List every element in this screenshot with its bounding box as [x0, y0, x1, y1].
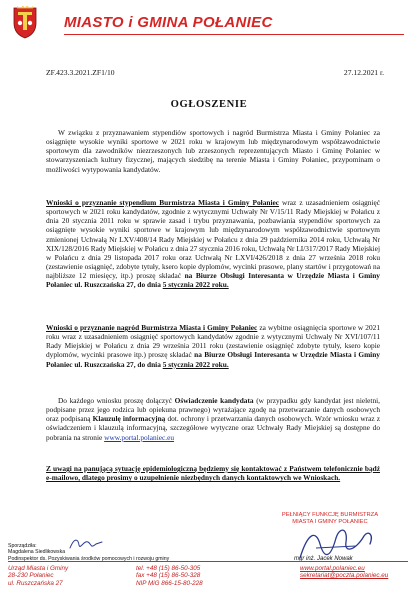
- stipend-submission-place: na Biurze Obsługi Interesanta w Urzędzie Miasta i Gminy Połaniec ul. Ruszczańska 27, do dnia: [46, 271, 380, 290]
- intro-paragraph: W związku z przyznawaniem stypendiów sportowych i nagród Burmistrza Miasta i Gminy Połaniec za osiągnięte wysokie wyniki sportowe w 2021 roku w krajowym lub międzynarodowym współzawodnictwie sportowym dla zawodników niezrzeszonych lub zrzeszonych reprezentujących Miasto i Gminę Połaniec w stowarzyszeniach kultury fizycznej, mających siedzibę na terenie Miasta i Gminy Połaniec, przypominam o możliwości wytypowania kandydatów.: [46, 128, 380, 174]
- prepared-by-role: Podinspektor ds. Pozyskiwania środków pomocowych i rozwoju gminy: [8, 555, 170, 562]
- portal-link[interactable]: www.portal.polaniec.eu: [104, 432, 175, 442]
- signature-title-line1: PEŁNIĄCY FUNKCJĘ BURMISTRZA: [281, 512, 379, 518]
- footer-web: [300, 565, 388, 580]
- attachments-lead: Do każdego wniosku proszę dołączyć: [58, 396, 173, 405]
- prepared-by: [8, 543, 169, 562]
- letterhead: [0, 0, 418, 52]
- award-submission-place: na Biurze Obsługi Interesanta w Urzędzie Miasta i Gminy Połaniec ul. Ruszczańska 27, do dnia: [46, 350, 380, 369]
- document-title: OGŁOSZENIE: [170, 99, 248, 110]
- attachments-mid: (w przypadku gdy kandydat jest nieletni, podpisane przez jego rodzica lub opiekuna prawnego) wyrażające zgodę na przetwarzanie danych osobowych oraz podpisaną: [46, 396, 381, 424]
- document-date: 27.12.2021 r.: [343, 68, 384, 77]
- footer-rule: [8, 561, 408, 562]
- award-heading: Wnioski o przyznanie nagród Burmistrza Miasta i Gminy Połaniec: [46, 323, 258, 332]
- footer-nip: NIP MiG 866-15-80-228: [136, 579, 203, 587]
- stipend-body: wraz z uzasadnieniem osiągnięć sportowych w 2021 roku kandydatów, zgodnie z wytycznymi Uchwały Nr V/15/11 Rady Miejskiej w Połańcu z dnia 20 stycznia 2011 roku w sprawie zasad i trybu przyznawania, pozbawiania stypendiów sportowych za osiągnięte wysokie wyniki sportowe w krajowym lub międzynarodowym współzawodnictwie sportowym zmienionej Uchwałą Nr LXV/408/14 Rady Miejskiej w Połańcu z dnia 29 października 2014 roku, Uchwałą Nr XIX/128/2016 Rady Miejskiej w Połańcu z dnia 27 stycznia 2016 roku, Uchwałą Nr LI/317/2017 Rady Miejskiej w Połańcu z dnia 29 listopada 2017 roku oraz Uchwałą Nr LXVI/426/2018 z dnia 27 września 2018 roku (zestawienie osiągnięć, zdobyte tytuły, ksero kopie dyplomów, wycinki prasowe, plany startów i przygotowań na najbliższe 12 miesięcy, itp.) proszę składać: [46, 198, 380, 281]
- header-rule: [64, 34, 404, 35]
- signatory-name: mgr inż. Jacek Nowak: [294, 556, 353, 562]
- award-deadline: 5 stycznia 2022 roku.: [162, 359, 229, 369]
- stipend-deadline: 5 stycznia 2022 roku.: [162, 280, 229, 290]
- prepared-by-label: Sporządziła:: [8, 543, 37, 549]
- mayor-signature-block: [260, 512, 400, 568]
- stipend-heading: Wnioski o przyznanie stypendium Burmistrza Miasta i Gminy Połaniec: [46, 198, 280, 207]
- epidemic-note: [46, 464, 380, 482]
- footer-email-link[interactable]: sekretariat@poczta.polaniec.eu: [300, 572, 389, 580]
- footer-website-link[interactable]: www.portal.polaniec.eu: [300, 565, 365, 572]
- award-body: za wybitne osiągnięcia sportowe w 2021 roku wraz z uzasadnieniem osiągnięć sportowych kandydatów zgodnie z wytycznymi Uchwały Nr XVI/107/11 Rady Miejskiej w Połańcu z dnia 29 września 2011 roku (zestawienie osiągnięć zdobyte tytuły, ksero kopie dyplomów, wycinki prasowe itp.) proszę składać: [46, 323, 380, 360]
- reference-number: ZF.423.3.2021.ZF1/10: [46, 68, 115, 77]
- polaniec-coat-of-arms-icon: [12, 5, 38, 39]
- signature-title-line2: MIASTA I GMINY POŁANIEC: [292, 519, 368, 525]
- information-clause: Klauzulę informacyjną: [92, 414, 166, 424]
- attachments-paragraph: [46, 396, 380, 442]
- candidate-statement: Oświadczenie kandydata: [174, 396, 254, 405]
- footer-postcode: 28-230 Połaniec: [8, 572, 54, 580]
- footer-address: [8, 565, 68, 587]
- footer-contact: [136, 565, 203, 587]
- attachments-end: dot. ochrony i przetwarzania danych osobowych. Wzór wniosku wraz z oświadczeniem i klauzulą informacyjną, szczegółowe wytyczne oraz Uchwały Rady Miejskiej są dostępne do pobrania na stronie: [46, 414, 380, 442]
- footer-office-name: Urząd Miasta i Gminy: [8, 565, 69, 572]
- stipend-section: [46, 198, 380, 290]
- footer-street: ul. Ruszczańska 27: [8, 579, 63, 587]
- organization-title: MIASTO i GMINA POŁANIEC: [64, 14, 273, 31]
- prepared-by-name: Magdalena Siedlikowska: [8, 549, 66, 556]
- award-section: [46, 323, 380, 369]
- footer-phone: tel. +48 (15) 86-50-305: [136, 565, 201, 572]
- epidemic-note-text: Z uwagi na panującą sytuację epidemiologiczną będziemy się kontaktować z Państwem telefonicznie bądź e-mailowo, dlatego prosimy o uzupełnienie niezbędnych danych kontaktowych we Wnioskach.: [46, 464, 380, 483]
- footer-fax: fax +48 (15) 86-50-328: [136, 572, 201, 580]
